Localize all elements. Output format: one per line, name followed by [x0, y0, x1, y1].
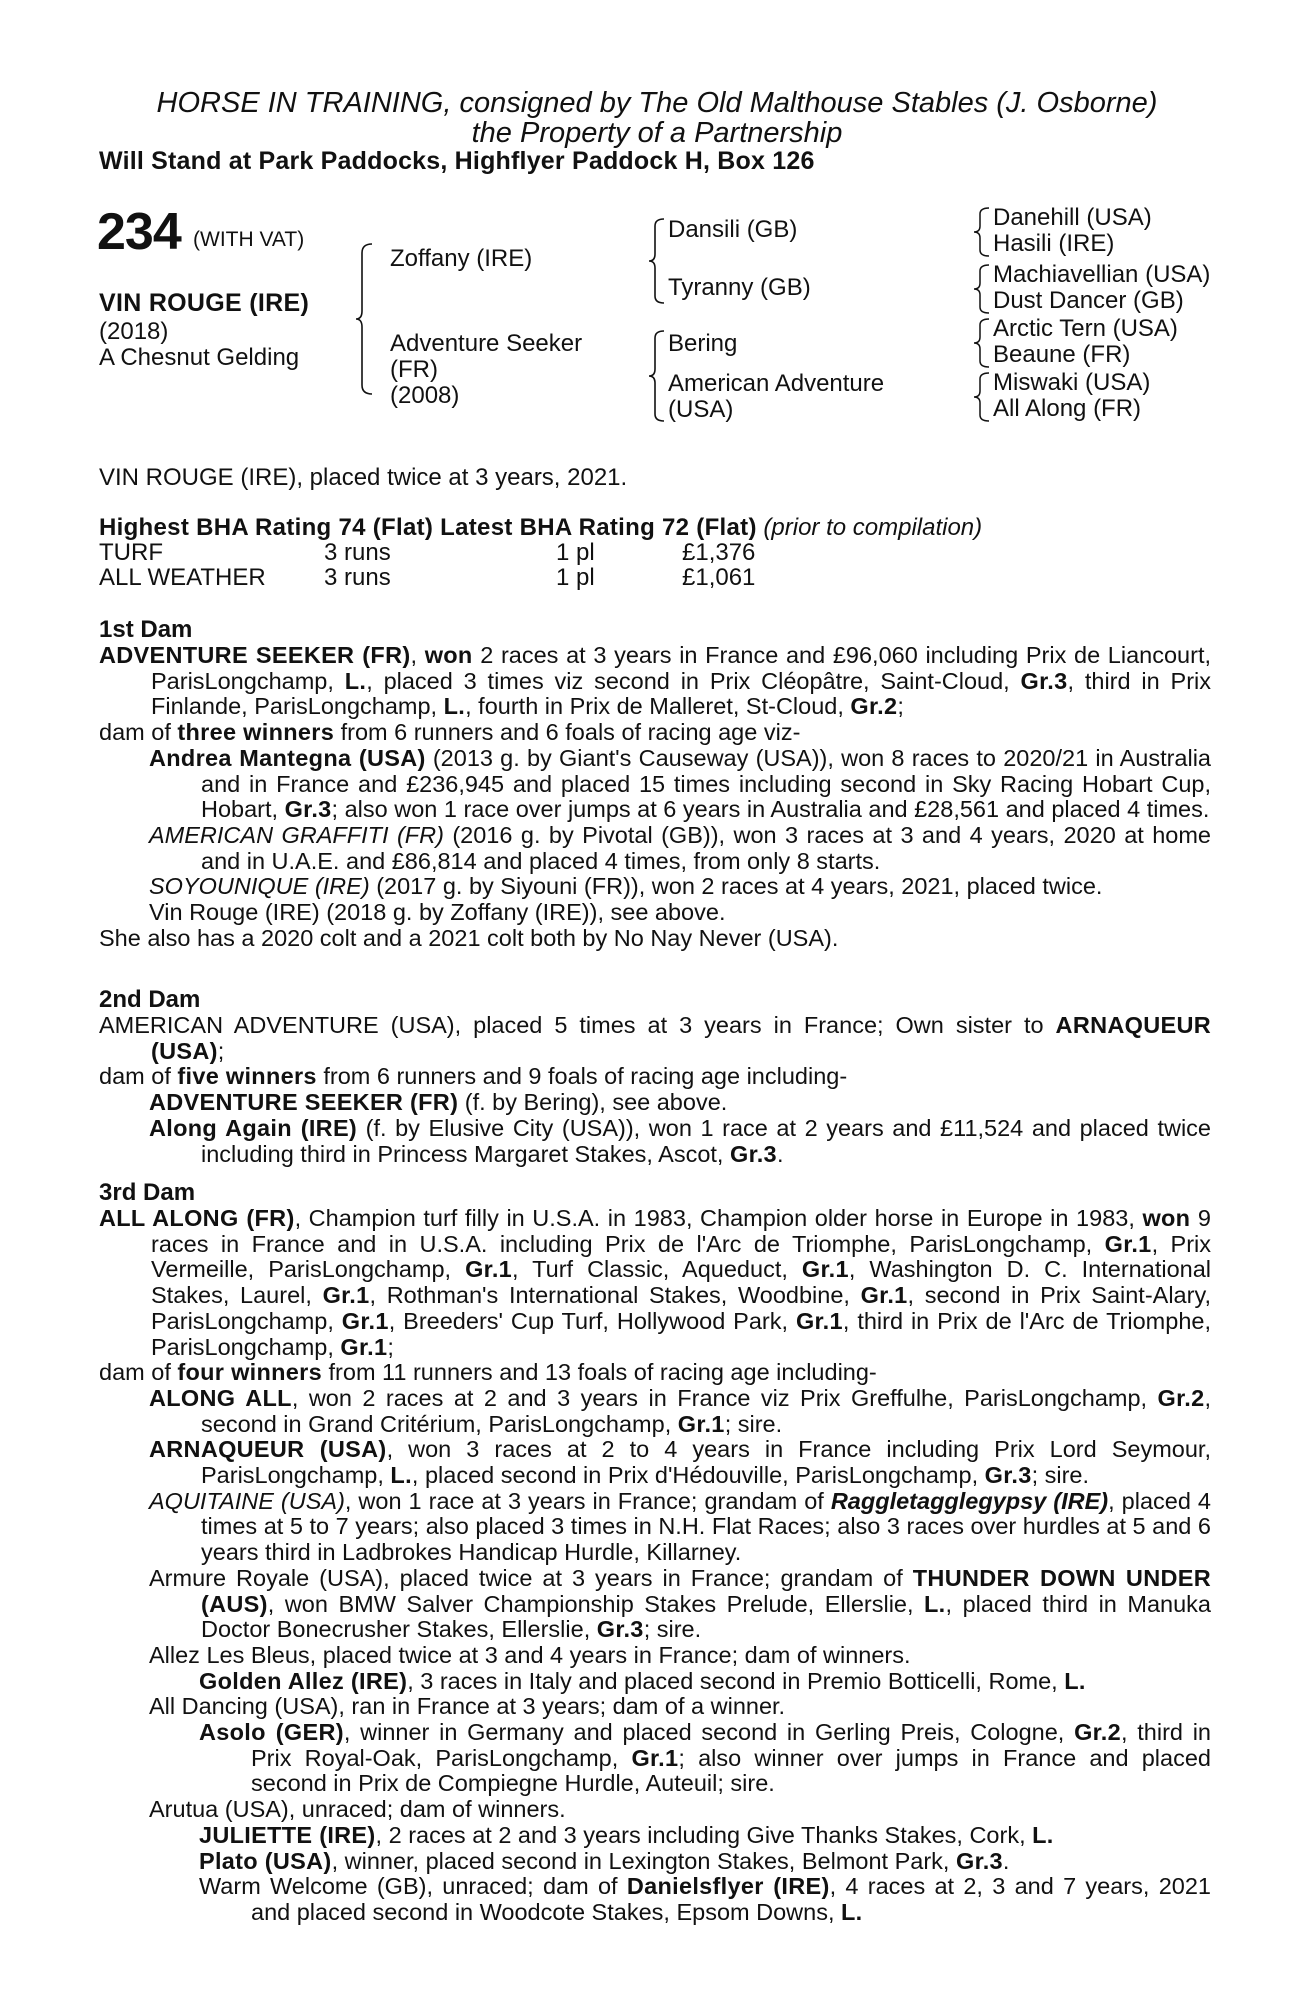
record-surface: ALL WEATHER: [99, 564, 266, 591]
dam-name-line1: Adventure Seeker: [390, 330, 583, 357]
record-earnings: £1,376: [682, 539, 756, 566]
pedigree-bracket-g12: [977, 207, 991, 257]
stabling-line: Will Stand at Park Paddocks, Highflyer Paddock H, Box 126: [99, 147, 815, 175]
bha-rating-values: Highest BHA Rating 74 (Flat) Latest BHA Rating 72 (Flat): [99, 514, 757, 541]
produce-entry: ARNAQUEUR (USA), won 3 races at 2 to 4 years in France including Prix Lord Seymour, ParisLongchamp, L., placed second in Prix d'Hédouville, ParisLongchamp, Gr.3; sire.: [149, 1436, 1211, 1489]
race-summary: VIN ROUGE (IRE), placed twice at 3 years, 2021.: [99, 464, 628, 491]
pedigree-bracket-g78: [977, 372, 991, 422]
produce-entry: Plato (USA), winner, placed second in Lexington Stakes, Belmont Park, Gr.3.: [199, 1847, 1010, 1874]
record-earnings: £1,061: [682, 564, 756, 591]
produce-entry: Armure Royale (USA), placed twice at 3 years in France; grandam of THUNDER DOWN UNDER (AUS), won BMW Salver Championship Stakes Prelude, Ellerslie, L., placed third in Manuka Doctor Bonecrusher Stakes, Ellerslie, Gr.3; sire.: [149, 1564, 1211, 1643]
section-heading: 3rd Dam: [99, 1179, 196, 1206]
vat-label: (WITH VAT): [193, 228, 305, 251]
produce-entry: AMERICAN GRAFFITI (FR) (2016 g. by Pivotal (GB)), won 3 races at 3 and 4 years, 2020 at home and in U.A.E. and £86,814 and placed 4 times, from only 8 starts.: [149, 821, 1211, 874]
produce-entry: JULIETTE (IRE), 2 races at 2 and 3 years including Give Thanks Stakes, Cork, L.: [199, 1821, 1054, 1848]
produce-entry: All Dancing (USA), ran in France at 3 years; dam of a winner.: [149, 1693, 786, 1720]
produce-note: She also has a 2020 colt and a 2021 colt both by No Nay Never (USA).: [99, 924, 839, 951]
produce-entry: Vin Rouge (IRE) (2018 g. by Zoffany (IRE)), see above.: [149, 899, 726, 926]
ggp-6: Beaune (FR): [993, 341, 1131, 368]
dam-entry: ADVENTURE SEEKER (FR), won 2 races at 3 years in France and £96,060 including Prix de Liancourt, ParisLongchamp, L., placed 3 times viz second in Prix Cléopâtre, Saint-Cloud, Gr.3, third in Prix Finlande, ParisLongchamp, L., fourth in Prix de Malleret, St-Cloud, Gr.2;: [99, 642, 1211, 720]
ggp-7: Miswaki (USA): [993, 369, 1151, 396]
horse-description: A Chesnut Gelding: [99, 344, 300, 371]
pedigree-bracket-dam: [652, 330, 666, 422]
ggp-5: Arctic Tern (USA): [993, 315, 1178, 342]
record-runs: 3 runs: [324, 539, 391, 566]
foaling-year: (2018): [99, 318, 169, 345]
produce-entry: Along Again (IRE) (f. by Elusive City (USA)), won 1 race at 2 years and £11,524 and placed twice including third in Princess Margaret Stakes, Ascot, Gr.3.: [149, 1114, 1211, 1167]
dam-produce-summary: dam of four winners from 11 runners and 13 foals of racing age including-: [99, 1359, 877, 1386]
record-placings: 1 pl: [556, 539, 595, 566]
produce-entry: Warm Welcome (GB), unraced; dam of Danielsflyer (IRE), 4 races at 2, 3 and 7 years, 2021 and placed second in Woodcote Stakes, Epsom Downs, L.: [199, 1873, 1211, 1925]
record-surface: TURF: [99, 539, 163, 566]
produce-entry: Allez Les Bleus, placed twice at 3 and 4 years in France; dam of winners.: [149, 1641, 911, 1668]
lot-number: 234: [97, 203, 181, 261]
dam-name-line2: (FR): [390, 356, 438, 383]
produce-entry: Arutua (USA), unraced; dam of winners.: [149, 1796, 566, 1823]
horse-name: VIN ROUGE (IRE): [99, 289, 310, 317]
produce-entry: AQUITAINE (USA), won 1 race at 3 years in France; grandam of Raggletagglegypsy (IRE), placed 4 times at 5 to 7 years; also placed 3 times in N.H. Flat Races; also 3 races over hurdles at 5 and 6 years third in Ladbrokes Handicap Hurdle, Killarney.: [149, 1487, 1212, 1566]
ggp-8: All Along (FR): [993, 395, 1142, 422]
section-heading: 1st Dam: [99, 616, 193, 643]
dam-dam-line1: American Adventure: [668, 370, 885, 397]
bha-rating: [99, 514, 982, 541]
produce-entry: ADVENTURE SEEKER (FR) (f. by Bering), see above.: [149, 1089, 728, 1116]
pedigree-bracket-g34: [977, 264, 991, 314]
first-dam-section: [99, 617, 1211, 951]
pedigree-bracket-sire: [652, 218, 666, 304]
consignor-line: HORSE IN TRAINING, consigned by The Old Malthouse Stables (J. Osborne): [156, 87, 1158, 119]
section-heading: 2nd Dam: [99, 986, 201, 1013]
ggp-4: Dust Dancer (GB): [993, 287, 1184, 314]
pedigree-bracket-main: [360, 243, 374, 395]
ggp-3: Machiavellian (USA): [993, 261, 1211, 288]
bha-rating-note: (prior to compilation): [763, 514, 983, 541]
produce-entry: Golden Allez (IRE), 3 races in Italy and placed second in Premio Botticelli, Rome, L.: [199, 1667, 1086, 1694]
record-placings: 1 pl: [556, 564, 595, 591]
produce-entry: Asolo (GER), winner in Germany and placed second in Gerling Preis, Cologne, Gr.2, third in Prix Royal-Oak, ParisLongchamp, Gr.1; also winner over jumps in France and placed second in Prix de Compiegne Hurdle, Auteuil; sire.: [199, 1719, 1211, 1797]
dam-produce-summary: dam of five winners from 6 runners and 9 foals of racing age including-: [99, 1063, 848, 1090]
sire-name: Zoffany (IRE): [390, 245, 533, 272]
pedigree-bracket-g56: [977, 318, 991, 368]
dam-entry: AMERICAN ADVENTURE (USA), placed 5 times at 3 years in France; Own sister to ARNAQUEUR (USA);: [99, 1012, 1211, 1064]
produce-entry: SOYOUNIQUE (IRE) (2017 g. by Siyouni (FR)), won 2 races at 4 years, 2021, placed twice.: [149, 873, 1103, 900]
dam-sire: Bering: [668, 330, 738, 357]
produce-entry: ALONG ALL, won 2 races at 2 and 3 years in France viz Prix Greffulhe, ParisLongchamp, Gr.2, second in Grand Critérium, ParisLongchamp, Gr.1; sire.: [149, 1384, 1211, 1437]
sire-dam: Tyranny (GB): [668, 274, 811, 301]
dam-produce-summary: dam of three winners from 6 runners and 6 foals of racing age viz-: [99, 719, 801, 746]
second-dam-section: [99, 987, 1211, 1167]
owner-line: the Property of a Partnership: [471, 117, 843, 149]
dam-dam-line2: (USA): [668, 396, 734, 423]
ggp-1: Danehill (USA): [993, 204, 1152, 231]
sire-sire: Dansili (GB): [668, 216, 798, 243]
produce-entry: Andrea Mantegna (USA) (2013 g. by Giant's Causeway (USA)), won 8 races to 2020/21 in Australia and in France and £236,945 and placed 15 times including second in Sky Racing Hobart Cup, Hobart, Gr.3; also won 1 race over jumps at 6 years in Australia and £28,561 and placed 4 times.: [149, 744, 1212, 823]
dam-entry: ALL ALONG (FR), Champion turf filly in U.S.A. in 1983, Champion older horse in Europe in 1983, won 9 races in France and in U.S.A. including Prix de l'Arc de Triomphe, ParisLongchamp, Gr.1, Prix Vermeille, ParisLongchamp, Gr.1, Turf Classic, Aqueduct, Gr.1, Washington D. C. International Stakes, Laurel, Gr.1, Rothman's International Stakes, Woodbine, Gr.1, second in Prix Saint-Alary, ParisLongchamp, Gr.1, Breeders' Cup Turf, Hollywood Park, Gr.1, third in Prix de l'Arc de Triomphe, ParisLongchamp, Gr.1;: [99, 1205, 1211, 1360]
dam-name-line3: (2008): [390, 382, 460, 409]
ggp-2: Hasili (IRE): [993, 230, 1115, 257]
third-dam-section: [99, 1180, 1211, 1926]
record-runs: 3 runs: [324, 564, 391, 591]
